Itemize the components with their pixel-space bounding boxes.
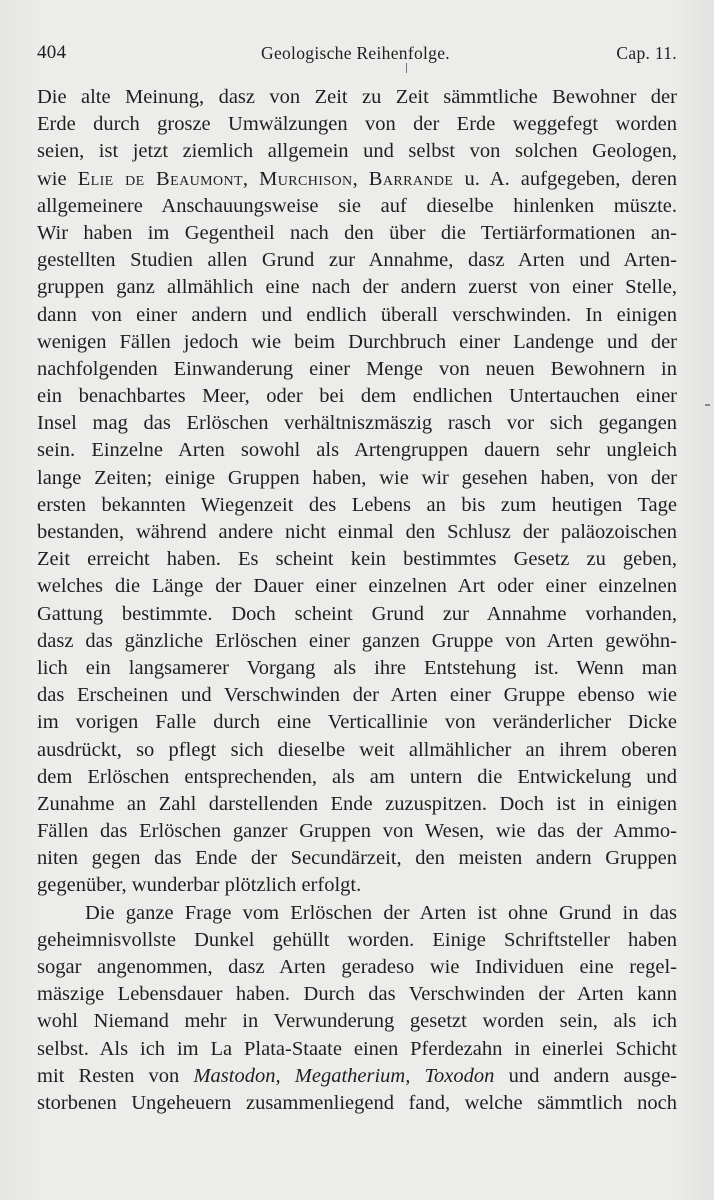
person-name-murchison: Murchison <box>259 167 353 190</box>
running-title: Geologische Reihenfolge. <box>261 43 450 63</box>
text-line: sogar angenommen, dasz Arten geradeso wie Individuen eine regel- <box>37 956 677 978</box>
text-run: u. A. aufgegeben, deren <box>453 167 677 190</box>
person-name-elie-de-beaumont: Elie de Beaumont <box>77 167 243 190</box>
text-line: bestanden, während andere nicht einmal den Schlusz der paläozoischen <box>37 521 677 543</box>
text-run: , <box>242 167 260 190</box>
text-line: dem Erlöschen entsprechenden, als am untern die Entwickelung und <box>37 765 677 788</box>
text-line: dasz das gänzliche Erlöschen einer ganzen Gruppe von Arten gewöhn- <box>37 629 677 652</box>
text-line: Zeit erreicht haben. Es scheint kein bestimmtes Gesetz zu geben, <box>37 548 677 571</box>
text-line: Gattung bestimmte. Doch scheint Grund zur Annahme vorhanden, <box>37 602 677 625</box>
text-run: , <box>352 167 369 190</box>
running-header <box>37 42 677 72</box>
header-tick-mark <box>406 63 407 73</box>
text-line: ausdrückt, so pflegt sich dieselbe weit allmählicher an ihrem oberen <box>37 738 677 761</box>
text-line <box>37 166 677 193</box>
genus-names-italic: Mastodon, Megatherium, Toxodon <box>193 1064 495 1087</box>
text-line: Erde durch grosze Umwälzungen von der Erde weggefegt worden <box>37 113 677 136</box>
text-line: nachfolgenden Einwanderung einer Menge von neuen Bewohnern in <box>37 357 677 380</box>
text-line: mäszige Lebensdauer haben. Durch das Verschwinden der Arten kann <box>37 983 677 1006</box>
text-line: ein benachbartes Meer, oder bei dem endlichen Untertauchen einer <box>37 385 677 408</box>
text-line: Die alte Meinung, dasz von Zeit zu Zeit sämmtliche Bewohner der <box>37 86 677 108</box>
text-line: gegenüber, wunderbar plötzlich erfolgt. <box>37 874 362 897</box>
body-text <box>37 84 677 1117</box>
paragraph-1 <box>37 84 677 900</box>
text-run: mit Resten von <box>37 1064 194 1087</box>
text-line: lange Zeiten; einige Gruppen haben, wie wir gesehen haben, von der <box>37 466 677 489</box>
text-line: ersten bekannten Wiegenzeit des Lebens an bis zum heutigen Tage <box>37 493 677 516</box>
text-line: wenigen Fällen jedoch wie beim Durchbruch einer Landenge und der <box>37 330 677 353</box>
text-line: welches die Länge der Dauer einer einzelnen Art oder einer einzelnen <box>37 575 677 598</box>
text-run: wie <box>37 167 78 190</box>
text-line: gruppen ganz allmählich eine nach der andern zuerst von einer Stelle, <box>37 276 677 299</box>
text-run: und andern ausge- <box>494 1064 677 1087</box>
paragraph-2 <box>37 900 677 1118</box>
text-line: Die ganze Frage vom Erlöschen der Arten ist ohne Grund in das <box>85 901 677 924</box>
text-line: seien, ist jetzt ziemlich allgemein und selbst von solchen Geologen, <box>37 140 677 163</box>
text-line: lich ein langsamerer Vorgang als ihre Entstehung ist. Wenn man <box>37 656 677 679</box>
text-line: geheimnisvollste Dunkel gehüllt worden. Einige Schriftsteller haben <box>37 928 677 951</box>
page-number: 404 <box>37 42 67 63</box>
text-line: sein. Einzelne Arten sowohl als Artengruppen dauern sehr ungleich <box>37 439 677 462</box>
text-line: Zunahme an Zahl darstellenden Ende zuzuspitzen. Doch ist in einigen <box>37 792 677 815</box>
text-line: selbst. Als ich im La Plata-Staate einen Pferdezahn in einerlei Schicht <box>37 1037 677 1060</box>
chapter-reference: Cap. 11. <box>616 43 677 63</box>
text-line: niten gegen das Ende der Secundärzeit, den meisten andern Gruppen <box>37 847 677 870</box>
text-line: im vorigen Falle durch eine Verticallinie von veränderlicher Dicke <box>37 711 677 734</box>
text-line: gestellten Studien allen Grund zur Annahme, dasz Arten und Arten- <box>37 249 677 272</box>
text-line <box>37 1063 677 1090</box>
text-line: Insel mag das Erlöschen verhältniszmäszig rasch vor sich gegangen <box>37 412 677 435</box>
text-line: Wir haben im Gegentheil nach den über die Tertiärformationen an- <box>37 221 677 244</box>
text-line: storbenen Ungeheuern zusammenliegend fand, welche sämmtlich noch <box>37 1091 677 1114</box>
text-line: Fällen das Erlöschen ganzer Gruppen von Wesen, wie das der Ammo- <box>37 820 677 843</box>
person-name-barrande: Barrande <box>368 167 454 190</box>
text-line: dann von einer andern und endlich überall verschwinden. In einigen <box>37 303 677 326</box>
text-line: allgemeinere Anschauungsweise sie auf dieselbe hinlenken müszte. <box>37 194 677 217</box>
margin-mark <box>705 404 710 406</box>
text-line: das Erscheinen und Verschwinden der Arten einer Gruppe ebenso wie <box>37 684 677 707</box>
text-line: wohl Niemand mehr in Verwunderung gesetzt worden sein, als ich <box>37 1010 677 1033</box>
